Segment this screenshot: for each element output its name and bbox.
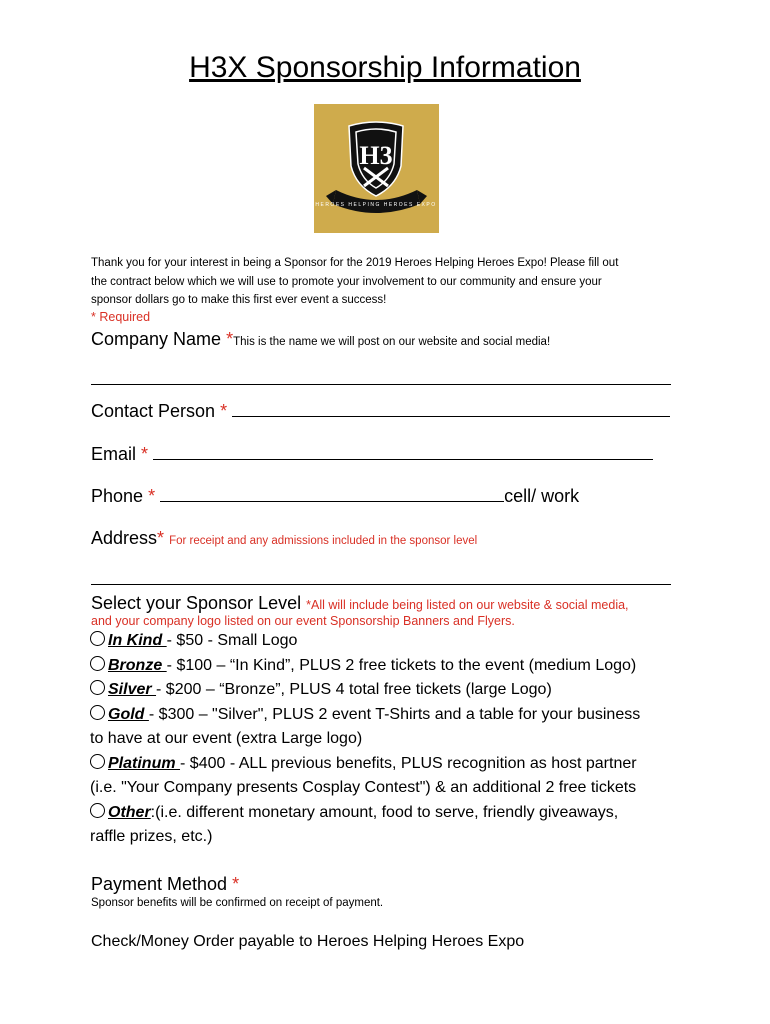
email-input-line[interactable] — [153, 443, 653, 460]
required-asterisk: * — [232, 874, 240, 894]
sponsor-option-bronze[interactable] — [90, 654, 690, 679]
level-name: Platinum — [108, 754, 181, 772]
radio-button[interactable] — [90, 656, 105, 671]
intro-line: the contract below which we will use to promote your involvement to our community and ensure your — [91, 275, 602, 288]
level-desc: - $300 – "Silver", PLUS 2 event T-Shirts and a table for your business — [148, 705, 641, 723]
address-field — [91, 528, 477, 549]
address-input-line[interactable] — [91, 584, 671, 585]
level-desc: :(i.e. different monetary amount, food to serve, friendly giveaways, — [150, 803, 619, 821]
sponsor-level-heading — [91, 593, 629, 614]
phone-input-line[interactable] — [160, 485, 504, 502]
svg-text:HEROES HELPING HEROES EXPO: HEROES HELPING HEROES EXPO — [315, 202, 437, 208]
required-asterisk: * — [226, 329, 234, 349]
sponsor-level-options — [90, 629, 690, 850]
level-desc-cont: raffle prizes, etc.) — [90, 828, 213, 845]
email-label: Email — [91, 444, 137, 464]
intro-text — [91, 254, 681, 310]
required-asterisk: * — [148, 486, 156, 506]
level-desc-cont: to have at our event (extra Large logo) — [90, 730, 363, 747]
required-asterisk: * — [141, 444, 149, 464]
radio-button[interactable] — [90, 705, 105, 720]
sponsor-note-line2: and your company logo listed on our event Sponsorship Banners and Flyers. — [91, 614, 515, 628]
level-name: In Kind — [108, 632, 167, 649]
phone-field — [91, 485, 579, 507]
email-field — [91, 443, 653, 465]
radio-button[interactable] — [90, 754, 105, 769]
radio-button[interactable] — [90, 631, 105, 646]
sponsor-note: *All will include being listed on our website & social media, — [306, 598, 629, 612]
contact-label: Contact Person — [91, 401, 216, 421]
h3x-logo — [314, 104, 439, 233]
phone-suffix: cell/ work — [504, 486, 580, 506]
sponsor-option-silver[interactable] — [90, 678, 690, 703]
level-desc-cont: (i.e. "Your Company presents Cosplay Contest") & an additional 2 free tickets — [90, 779, 637, 796]
h3x-crest-icon — [314, 104, 439, 233]
level-desc: - $200 – “Bronze”, PLUS 4 total free tickets (large Logo) — [156, 681, 552, 698]
radio-button[interactable] — [90, 680, 105, 695]
page-title: H3X Sponsorship Information — [189, 51, 581, 84]
contact-input-line[interactable] — [232, 400, 670, 417]
sponsor-option-other[interactable] — [90, 801, 690, 826]
level-name: Silver — [108, 681, 157, 698]
sponsor-option-gold[interactable] — [90, 703, 690, 728]
payment-text: Check/Money Order payable to Heroes Helping Heroes Expo — [91, 933, 525, 950]
level-desc: - $100 – “In Kind”, PLUS 2 free tickets to the event (medium Logo) — [166, 656, 637, 674]
level-name: Bronze — [108, 656, 167, 674]
sponsor-label: Select your Sponsor Level — [91, 593, 302, 613]
level-name: Other — [108, 803, 151, 821]
company-label: Company Name — [91, 329, 222, 349]
level-name: Gold — [108, 705, 149, 723]
address-note: For receipt and any admissions included in the sponsor level — [169, 535, 478, 547]
company-note: This is the name we will post on our website and social media! — [233, 336, 551, 348]
address-label: Address — [91, 528, 158, 548]
required-asterisk: * — [220, 401, 228, 421]
company-name-field — [91, 329, 550, 350]
intro-line: sponsor dollars go to make this first ever event a success! — [91, 294, 387, 306]
level-desc: - $50 - Small Logo — [166, 632, 298, 649]
intro-line: Thank you for your interest in being a Sponsor for the 2019 Heroes Helping Heroes Expo! Please fill out — [91, 257, 619, 269]
required-note: * Required — [91, 310, 151, 324]
payment-note: Sponsor benefits will be confirmed on receipt of payment. — [91, 897, 384, 909]
company-name-input-line[interactable] — [91, 384, 671, 385]
sponsor-option-platinum[interactable] — [90, 752, 690, 777]
contact-person-field — [91, 400, 670, 422]
level-desc: - $400 - ALL previous benefits, PLUS recognition as host partner — [180, 754, 637, 772]
sponsor-option-in-kind[interactable] — [90, 629, 690, 654]
payment-method-heading — [91, 874, 239, 895]
radio-button[interactable] — [90, 803, 105, 818]
required-asterisk: * — [157, 528, 165, 548]
phone-label: Phone — [91, 486, 144, 506]
payment-label: Payment Method — [91, 874, 228, 894]
svg-text:H3: H3 — [359, 141, 393, 170]
